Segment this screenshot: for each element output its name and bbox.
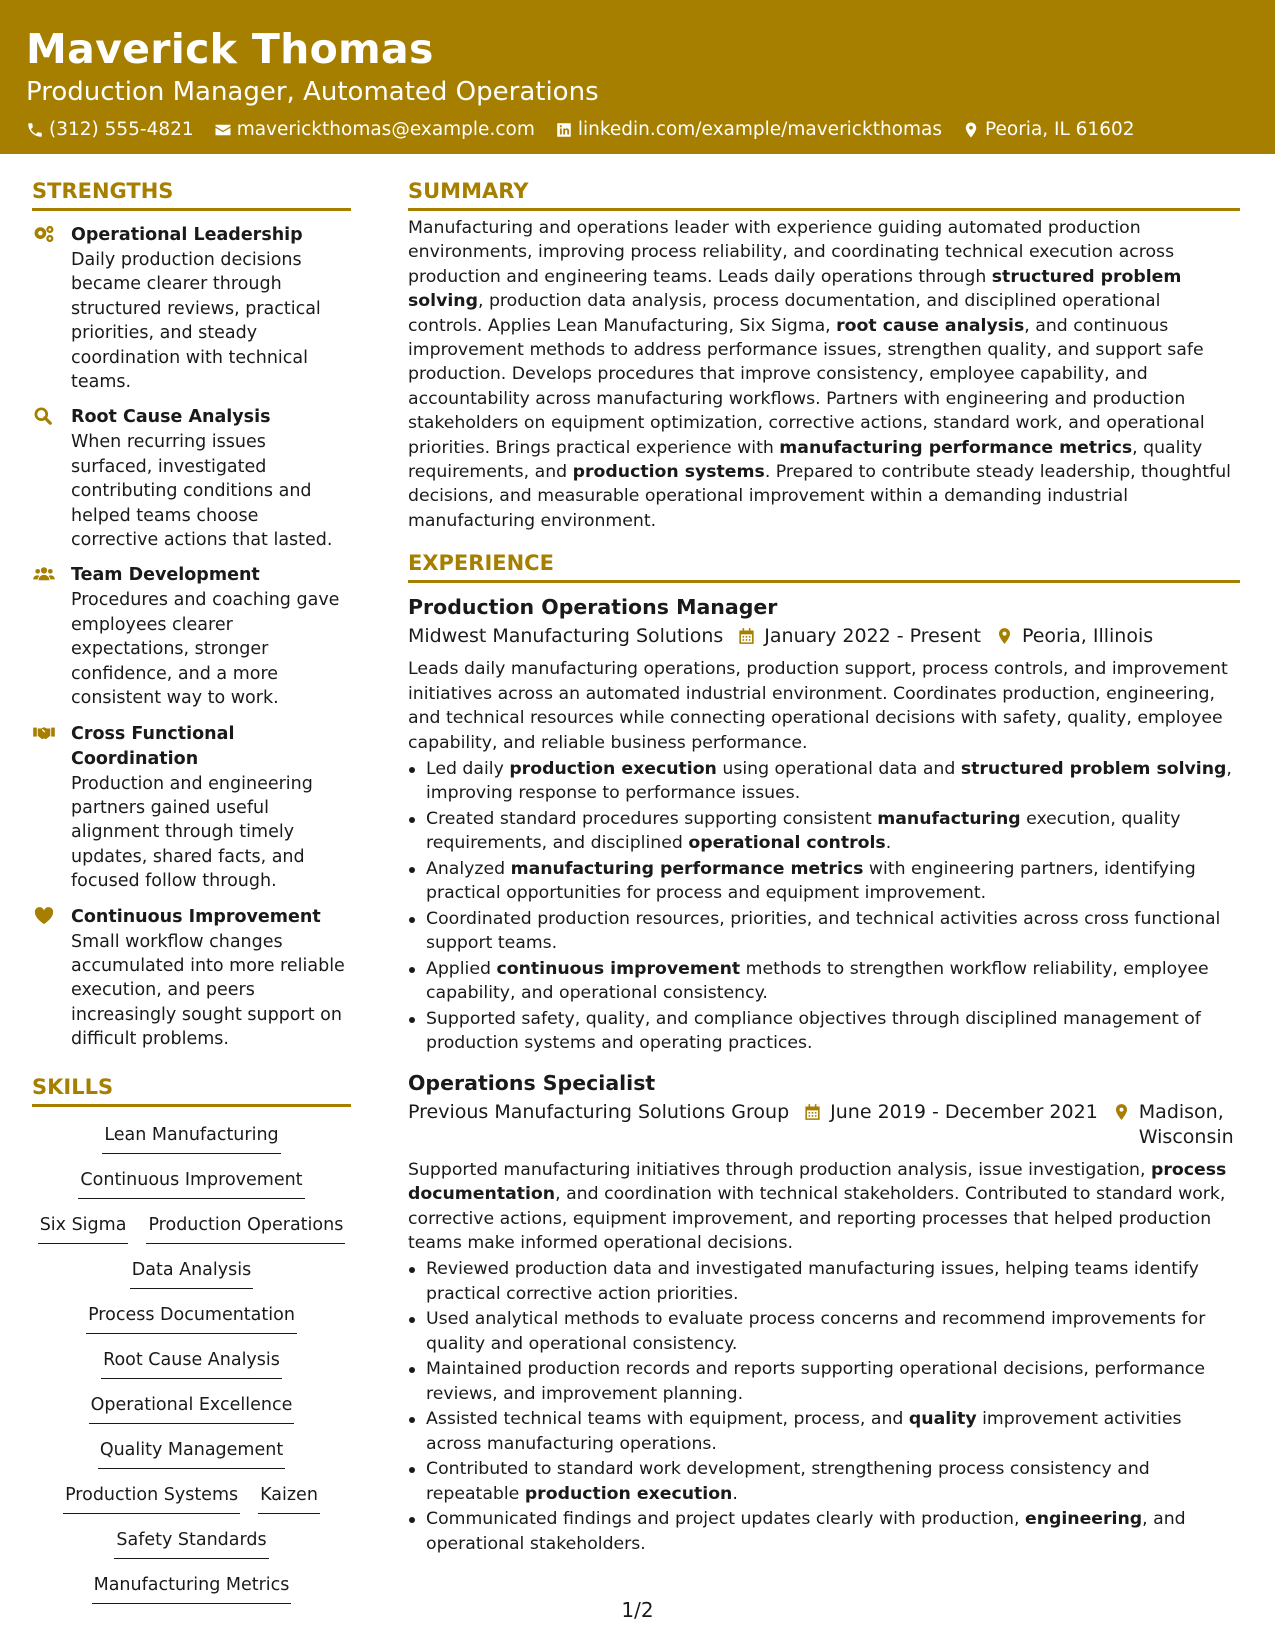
text-run: Used analytical methods to evaluate process concerns and recommend improvements for quality and operational consistency. (426, 1309, 1206, 1354)
list-item (408, 757, 1240, 806)
map-pin-icon (962, 121, 980, 139)
contact-phone[interactable] (26, 118, 194, 142)
skill-tag: Six Sigma (38, 1213, 129, 1244)
experience-heading: EXPERIENCE (408, 548, 1240, 583)
skill-tag: Root Cause Analysis (101, 1348, 282, 1379)
text-run: Supported manufacturing initiatives through production analysis, issue investigation, (408, 1159, 1151, 1180)
bold-keyword: manufacturing performance metrics (779, 437, 1133, 458)
list-item (408, 1357, 1240, 1406)
skill-tag: Production Systems (63, 1483, 240, 1514)
text-run: Analyzed (426, 858, 511, 879)
bold-keyword: production systems (572, 462, 765, 483)
job-entry (408, 1068, 1240, 1556)
skill-tag: Operational Excellence (89, 1393, 295, 1424)
job-dates: June 2019 - December 2021 (830, 1100, 1098, 1123)
strength-desc: Daily production decisions became clearer through structured reviews, practical priorities, and steady coordination with technical teams. (71, 250, 321, 393)
text-run: execution, quality requirements, and disciplined (426, 808, 1181, 854)
handshake-icon (33, 724, 55, 742)
bold-keyword: production execution (524, 1483, 733, 1504)
list-item (408, 1407, 1240, 1456)
text-run: Supported safety, quality, and compliance objectives through disciplined management of production systems and operating practices. (426, 1008, 1201, 1054)
calendar-icon (737, 626, 756, 646)
job-description (408, 657, 1240, 755)
text-run: Assisted technical teams with equipment, process, and (426, 1409, 909, 1430)
users-icon (33, 565, 55, 583)
resume-header (0, 0, 1275, 154)
summary-text (408, 216, 1240, 533)
text-run: Manufacturing and operations leader with experience guiding automated production environments, improving process reliability, and coordinating technical execution across production and engineering teams. Leads daily operations through (408, 218, 1175, 287)
skill-tag: Production Operations (146, 1213, 345, 1244)
phone-icon (26, 121, 44, 139)
skill-tag: Kaizen (258, 1483, 320, 1514)
text-run: , quality requirements, and (408, 437, 1203, 483)
text-run: Maintained production records and reports supporting operational decisions, performance reviews, and improvement planning. (426, 1359, 1206, 1404)
skill-tag: Quality Management (98, 1438, 285, 1469)
bold-keyword: continuous improvement (496, 958, 741, 979)
strength-item (32, 563, 351, 710)
bold-keyword: operational controls (688, 833, 886, 854)
text-run: using operational data and (716, 758, 961, 779)
skill-tag: Data Analysis (130, 1258, 253, 1289)
strengths-heading: STRENGTHS (32, 176, 351, 211)
text-run: Reviewed production data and investigated manufacturing issues, helping teams identify practical corrective action priorities. (426, 1259, 1199, 1304)
strength-desc: Small workflow changes accumulated into more reliable execution, and peers increasingly sought support on difficult problems. (71, 931, 345, 1050)
bold-keyword: manufacturing performance metrics (510, 858, 864, 879)
text-run: . Prepared to contribute steady leadership, thoughtful decisions, and measurable operational improvement within a demanding industrial manufacturing environment. (408, 462, 1231, 531)
strength-desc: Procedures and coaching gave employees clearer expectations, stronger confidence, and a more consistent way to work. (71, 590, 340, 709)
list-item (408, 1257, 1240, 1306)
list-item (408, 807, 1240, 856)
text-run: , and coordination with technical stakeholders. Contributed to standard work, corrective actions, equipment improvement, and reporting processes that helped production teams make informed operational decisions. (408, 1184, 1226, 1253)
text-run: , production data analysis, process documentation, and disciplined operational controls. Applies Lean Manufacturing, Six Sigma, (408, 291, 1161, 336)
bold-keyword: production execution (509, 758, 717, 779)
skill-tag: Continuous Improvement (78, 1168, 304, 1199)
list-item (408, 907, 1240, 956)
map-pin-icon (1112, 1102, 1131, 1122)
list-item (408, 857, 1240, 906)
bold-keyword: root cause analysis (836, 315, 1025, 336)
text-run: , and continuous improvement methods to address performance issues, strengthen quality, and support safe production. Develops procedures that improve consistency, employee capability, and accountability across manufacturing workflows. Partners with engineering and production stakeholders on equipment optimization, corrective actions, standard work, and operational priorities. Brings practical experience with (408, 315, 1205, 458)
right-column (408, 176, 1240, 1557)
contact-location (962, 118, 1135, 142)
skill-tag: Safety Standards (114, 1528, 268, 1559)
strength-desc: When recurring issues surfaced, investigated contributing conditions and helped teams choose corrective actions that lasted. (71, 432, 333, 551)
strength-item (32, 905, 351, 1052)
job-bullets (408, 1257, 1240, 1556)
job-location: Madison, Wisconsin (1138, 1100, 1234, 1148)
skill-tag: Process Documentation (86, 1303, 297, 1334)
envelope-icon (214, 121, 232, 139)
strength-desc: Production and engineering partners gained useful alignment through timely updates, shared facts, and focused follow through. (71, 773, 313, 892)
bold-keyword: structured problem solving (408, 266, 1182, 312)
list-item (408, 1457, 1240, 1506)
strength-title: Cross Functional Coordination (71, 723, 235, 769)
job-company: Midwest Manufacturing Solutions (408, 625, 724, 648)
text-run: , improving response to performance issues. (426, 758, 1232, 804)
linkedin-icon (555, 121, 573, 139)
job-meta (408, 1100, 1240, 1150)
text-run: . (885, 833, 892, 854)
linkedin-text: linkedin.com/example/maverickthomas (577, 119, 942, 140)
contact-email[interactable] (214, 118, 535, 142)
contact-bar (26, 118, 1249, 142)
phone-text: (312) 555-4821 (49, 119, 194, 140)
text-run: improvement activities across manufacturing operations. (426, 1409, 1182, 1454)
page-number: 1/2 (621, 1598, 654, 1622)
job-description (408, 1158, 1240, 1256)
strength-title: Root Cause Analysis (71, 407, 271, 428)
strength-item (32, 405, 351, 552)
strength-title: Continuous Improvement (71, 906, 321, 927)
skill-tag: Lean Manufacturing (102, 1123, 280, 1154)
list-item (408, 1007, 1240, 1056)
job-company: Previous Manufacturing Solutions Group (408, 1100, 790, 1123)
strength-item (32, 223, 351, 394)
summary-heading: SUMMARY (408, 176, 1240, 211)
job-entry (408, 592, 1240, 1055)
gears-icon (33, 225, 55, 243)
text-run: . (732, 1483, 738, 1504)
text-run: with engineering partners, identifying practical opportunities for process and equipment improvement. (426, 858, 1196, 904)
strength-item (32, 722, 351, 894)
strength-title: Team Development (71, 565, 260, 586)
job-location: Peoria, Illinois (1021, 625, 1154, 648)
heart-icon (33, 907, 55, 925)
text-run: Led daily (426, 758, 510, 779)
job-title: Production Operations Manager (408, 595, 778, 620)
text-run: Communicated findings and project updates clearly with production, (426, 1509, 1025, 1530)
text-run: Coordinated production resources, priorities, and technical activities across cross functional support teams. (426, 908, 1221, 954)
text-run: Contributed to standard work development, strengthening process consistency and repeatable (426, 1459, 1150, 1504)
text-run: methods to strengthen workflow reliability, employee capability, and operational consistency. (426, 958, 1209, 1004)
left-column (32, 176, 351, 1618)
bold-keyword: process documentation (408, 1159, 1227, 1205)
skills-heading: SKILLS (32, 1072, 351, 1107)
text-run: Created standard procedures supporting consistent (426, 808, 878, 829)
bold-keyword: quality (908, 1409, 977, 1430)
job-meta (408, 624, 1240, 649)
list-item (408, 957, 1240, 1006)
strength-title: Operational Leadership (71, 225, 303, 245)
list-item (408, 1307, 1240, 1356)
location-text: Peoria, IL 61602 (985, 119, 1135, 140)
text-run: , and operational stakeholders. (426, 1509, 1186, 1554)
text-run: Applied (426, 958, 497, 979)
contact-linkedin[interactable] (555, 118, 942, 142)
skills-list (32, 1123, 351, 1618)
search-icon (33, 407, 55, 425)
candidate-role: Production Manager, Automated Operations (26, 77, 599, 107)
job-dates: January 2022 - Present (764, 625, 981, 648)
map-pin-icon (995, 626, 1014, 646)
email-text: maverickthomas@example.com (236, 119, 535, 140)
bold-keyword: structured problem solving (960, 758, 1227, 779)
job-title: Operations Specialist (408, 1070, 656, 1095)
skill-tag: Manufacturing Metrics (92, 1573, 292, 1604)
candidate-name: Maverick Thomas (26, 25, 434, 73)
bold-keyword: engineering (1024, 1509, 1143, 1530)
calendar-icon (803, 1102, 822, 1122)
strengths-list (32, 223, 351, 1052)
bold-keyword: manufacturing (877, 808, 1021, 829)
list-item (408, 1507, 1240, 1556)
text-run: Leads daily manufacturing operations, production support, process controls, and improvement initiatives across an automated industrial environment. Coordinates production, engineering, and technical resources while connecting operational decisions with safety, quality, employee capability, and reliable business performance. (408, 659, 1228, 753)
job-bullets (408, 757, 1240, 1056)
